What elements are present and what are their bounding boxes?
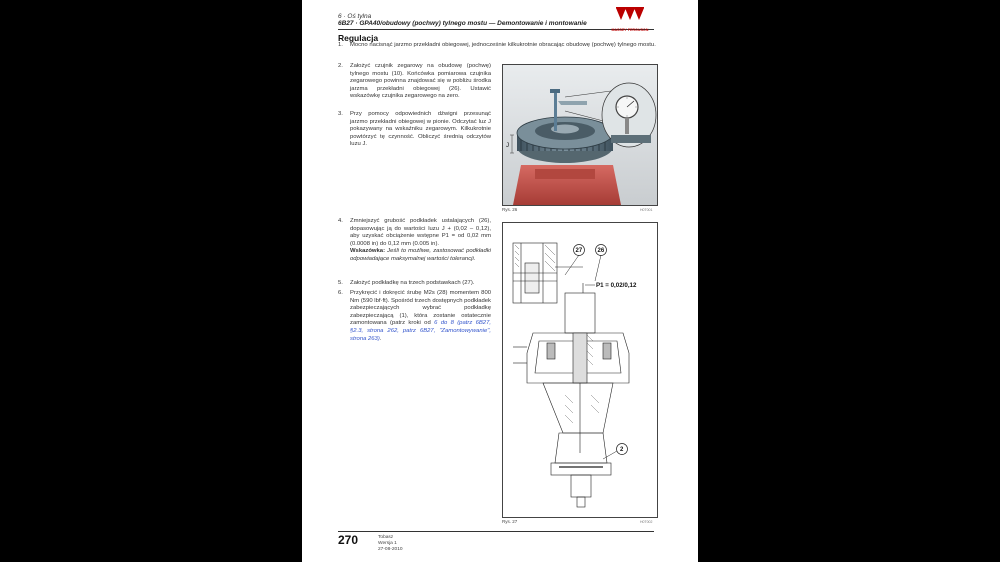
step-number: 4. <box>338 218 343 224</box>
step-text: Zmniejszyć grubość podkładek ustalających (26), dopasowując ją do wartości luzu J + (0,02 – 0,12), aby uzyskać obciążenie wstępne P1 = od 0,02 mm (0.0008 in) do 0,12 mm (0.005 in). <box>350 218 491 247</box>
header-title: 6B27 · GPA40/obudowy (pochwy) tylnego mostu — Demontowanie i montowanie <box>338 20 587 27</box>
step-number: 3. <box>338 111 343 117</box>
step-text: Założyć podkładkę na trzech podstawkach (27). <box>350 280 475 286</box>
section-heading: Regulacja <box>338 33 379 43</box>
step-number: 6. <box>338 290 343 296</box>
figure-26-photo <box>502 64 658 206</box>
footer-line-2: Wersja 1 <box>378 540 397 546</box>
step-number: 2. <box>338 63 343 69</box>
footer-info <box>378 535 403 552</box>
cross-reference-link[interactable]: 6 do 8 (patrz 6B27, §2.3, strona 262, patrz 6B27, "Zamontowywanie", strona 263) <box>350 320 492 342</box>
callout-27: 27 <box>575 248 583 255</box>
dimension-j-label: J <box>506 143 509 149</box>
footer-line-1: Tobasz <box>378 535 394 540</box>
figure-26-caption: Rys. 26 <box>502 207 518 212</box>
step-text: Założyć czujnik zegarowy na obudowę (pochwę) tylnego mostu (10). Końcówka pomiarowa czujnika zegarowego powinna znajdować się w pobliżu środka jarzma przekładni obiegowej (26). Ustawić wskazówkę czujnika zegarowego na zero. <box>350 63 491 100</box>
brand-logo <box>607 6 653 32</box>
step-number: 5. <box>338 280 343 286</box>
technical-cross-section-drawing <box>503 223 657 517</box>
step-text: Przy pomocy odpowiednich dźwigni przesunąć jarzmo przekładni obiegowej w pionie. Odczytać luz J pokazywany na wskaźniku zegarowym. Kilkukrotnie powtórzyć tę czynność. Obliczyć średnią odczytów luzu J. <box>350 111 491 148</box>
step-number: 1. <box>338 42 343 48</box>
footer-rule <box>338 531 654 532</box>
preload-p1-label: P1 = 0,02/0,12 <box>596 282 637 289</box>
note-text: Jeśli to możliwe, zastosować podkładki odpowiadające maksymalnej wartości tolerancji. <box>350 248 491 262</box>
header-section: 6 · Oś tylna <box>338 13 372 20</box>
note-label: Wskazówka: <box>350 248 386 255</box>
page-number: 270 <box>338 533 359 547</box>
dial-gauge-photo-illustration <box>503 65 657 205</box>
callout-2: 2 <box>620 447 624 454</box>
step-note <box>350 248 491 263</box>
logo-text: MASSEY FERGUSON <box>611 28 649 32</box>
figure-27-drawing <box>502 222 658 518</box>
figure-27-code: H0T002 <box>640 520 653 524</box>
step-tail: . <box>379 335 382 342</box>
manual-page <box>302 0 698 562</box>
figure-27-caption: Rys. 27 <box>502 519 518 524</box>
callout-26: 26 <box>597 248 605 255</box>
triple-triangle-logo-icon <box>607 6 653 26</box>
figure-26-code: H0T001 <box>640 208 653 212</box>
step-text: Mocno nacisnąć jarzmo przekładni obiegowej, jednocześnie kilkukrotnie obracając obudowę (pochwę) tylnego mostu. <box>350 42 656 48</box>
footer-line-3: 27-08-2010 <box>378 546 403 552</box>
step-text: Przykręcić i dokręcić śrubę M2s (28) momentem 800 Nm (590 lbf·ft). Spośród trzech dostępnych podkładek zabezpieczających wybrać podkładkę zabezpieczającą (1), która zostanie ostatecznie zamontowana (patrz kroki od <box>350 290 491 327</box>
